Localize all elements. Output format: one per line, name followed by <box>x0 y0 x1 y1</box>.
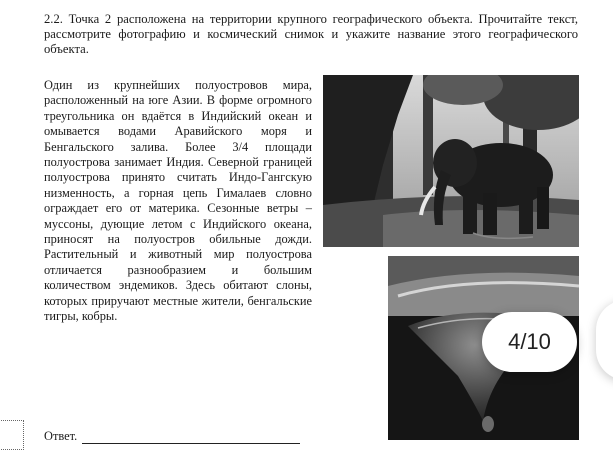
answer-label: Ответ. <box>44 429 78 443</box>
page-indicator: 4/10 <box>482 312 577 372</box>
elephant-photo <box>323 75 579 247</box>
task-statement: 2.2. Точка 2 расположена на территории крупного географического объекта. Прочитайте текст, рассмотрите фотографию и космический снимок и укажите название этого географического объекта. <box>44 12 578 56</box>
reading-passage: Один из крупнейших полуостровов мира, расположенный на юге Азии. В форме огромного треугольника он вдаётся в Индийский океан и омывается водами Аравийского моря и Бенгальского залива. Более 3/4 площади полуострова занимает Индия. Северной границей полуострова принято считать Индо-Гангскую низменность, а горная цепь Гималаев словно ограждает его от материка. Сезонные ветры – муссоны, дующие летом с Индийского океана, приносят на полуостров обильные дожди. Растительный и животный мир полуострова отличается разнообразием и большим количеством эндемиков. Здесь обитают слоны, которых приручают местные жители, бенгальские тигры, кобры. <box>44 78 312 324</box>
answer-line[interactable] <box>82 431 300 444</box>
next-page-button[interactable] <box>596 300 613 380</box>
selection-box <box>0 420 24 450</box>
answer-field[interactable] <box>44 429 300 444</box>
